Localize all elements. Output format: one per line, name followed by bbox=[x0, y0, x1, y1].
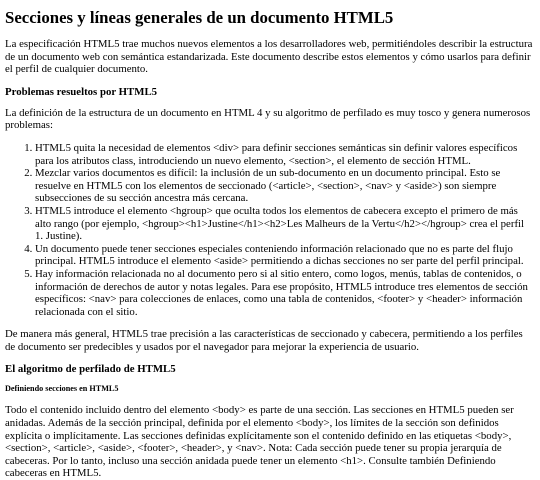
section-heading-problems: Problemas resueltos por HTML5 bbox=[5, 85, 158, 98]
problems-intro-paragraph: La definición de la estructura de un documento en HTML 4 y su algoritmo de perfilado es muy tosco y genera numerosos problemas: bbox=[5, 106, 531, 132]
list-item: 2. Mezclar varios documentos es difícil: la inclusión de un sub-documento en un documento principal. Esto se resuelve en HTML5 con los elementos de seccionado (<article>, <section>, <nav> y <aside>) son siempre subsecciones de su sección ancestra más cercana. bbox=[35, 167, 534, 205]
page-title: Secciones y líneas generales de un documento HTML5 bbox=[5, 8, 394, 27]
list-item: 5. Hay información relacionada no al documento pero si al sitio entero, como logos, menús, tablas de contenidos, o información de derechos de autor y notas legales. Para ese propósito, HTML5 introduce tres elementos de sección específicos: <nav> para colecciones de enlaces, como una tabla de contenidos, <footer> y <header> información relacionada con el sitio. bbox=[35, 268, 534, 318]
subsection-heading-defining-sections: Definiendo secciones en HTML5 bbox=[5, 384, 119, 394]
document-page bbox=[0, 8, 540, 480]
problems-outro-paragraph: De manera más general, HTML5 trae precisión a las características de seccionado y cabecera, permitiendo a los perfiles de documento ser predecibles y usados por el navegador para mejorar la experiencia de usuario. bbox=[5, 328, 523, 353]
algorithm-paragraph: Todo el contenido incluido dentro del elemento <body> es parte de una sección. Las secciones en HTML5 pueden ser anidadas. Además de la sección principal, definida por el elemento <body>, los límites de la sección son definidos explícita o implícitamente. Las secciones definidas explícitamente son el contenido definido en las etiquetas <body>, <section>, <article>, <aside>, <footer>, <header>, y <nav>. Nota: Cada sección puede tener su propia jerarquía de cabeceras. Por lo tanto, incluso una sección anidada puede tener un elemento <h1>. Consulte también Definiendo cabeceras en HTML5. bbox=[5, 404, 514, 480]
section-heading-algorithm: El algoritmo de perfilado de HTML5 bbox=[5, 363, 176, 376]
intro-paragraph: La especificación HTML5 trae muchos nuevos elementos a los desarrolladores web, permitiéndoles describir la estructura de un documento web con semántica estandarizada. Este documento describe estos elementos y cómo usarlos para definir el perfil de cualquier documento. bbox=[5, 38, 533, 76]
list-item: 1. HTML5 quita la necesidad de elementos <div> para definir secciones semánticas sin definir valores específicos para los atributos class, introduciendo un nuevo elemento, <section>, el elemento de sección HTML. bbox=[35, 142, 534, 167]
list-item: 4. Un documento puede tener secciones especiales conteniendo información relacionado que no es parte del flujo principal. HTML5 introduce el elemento <aside> permitiendo a dichas secciones no ser parte del perfil principal. bbox=[35, 243, 534, 268]
list-item: 3. HTML5 introduce el elemento <hgroup> que oculta todos los elementos de cabecera excepto el primero de más alto rango (por ejemplo, <hgroup><h1>Justine</h1><h2>Les Malheurs de la Vertu</h2></hgroup> crea el perfil 1. Justine). bbox=[35, 205, 534, 243]
problems-list bbox=[5, 142, 534, 318]
